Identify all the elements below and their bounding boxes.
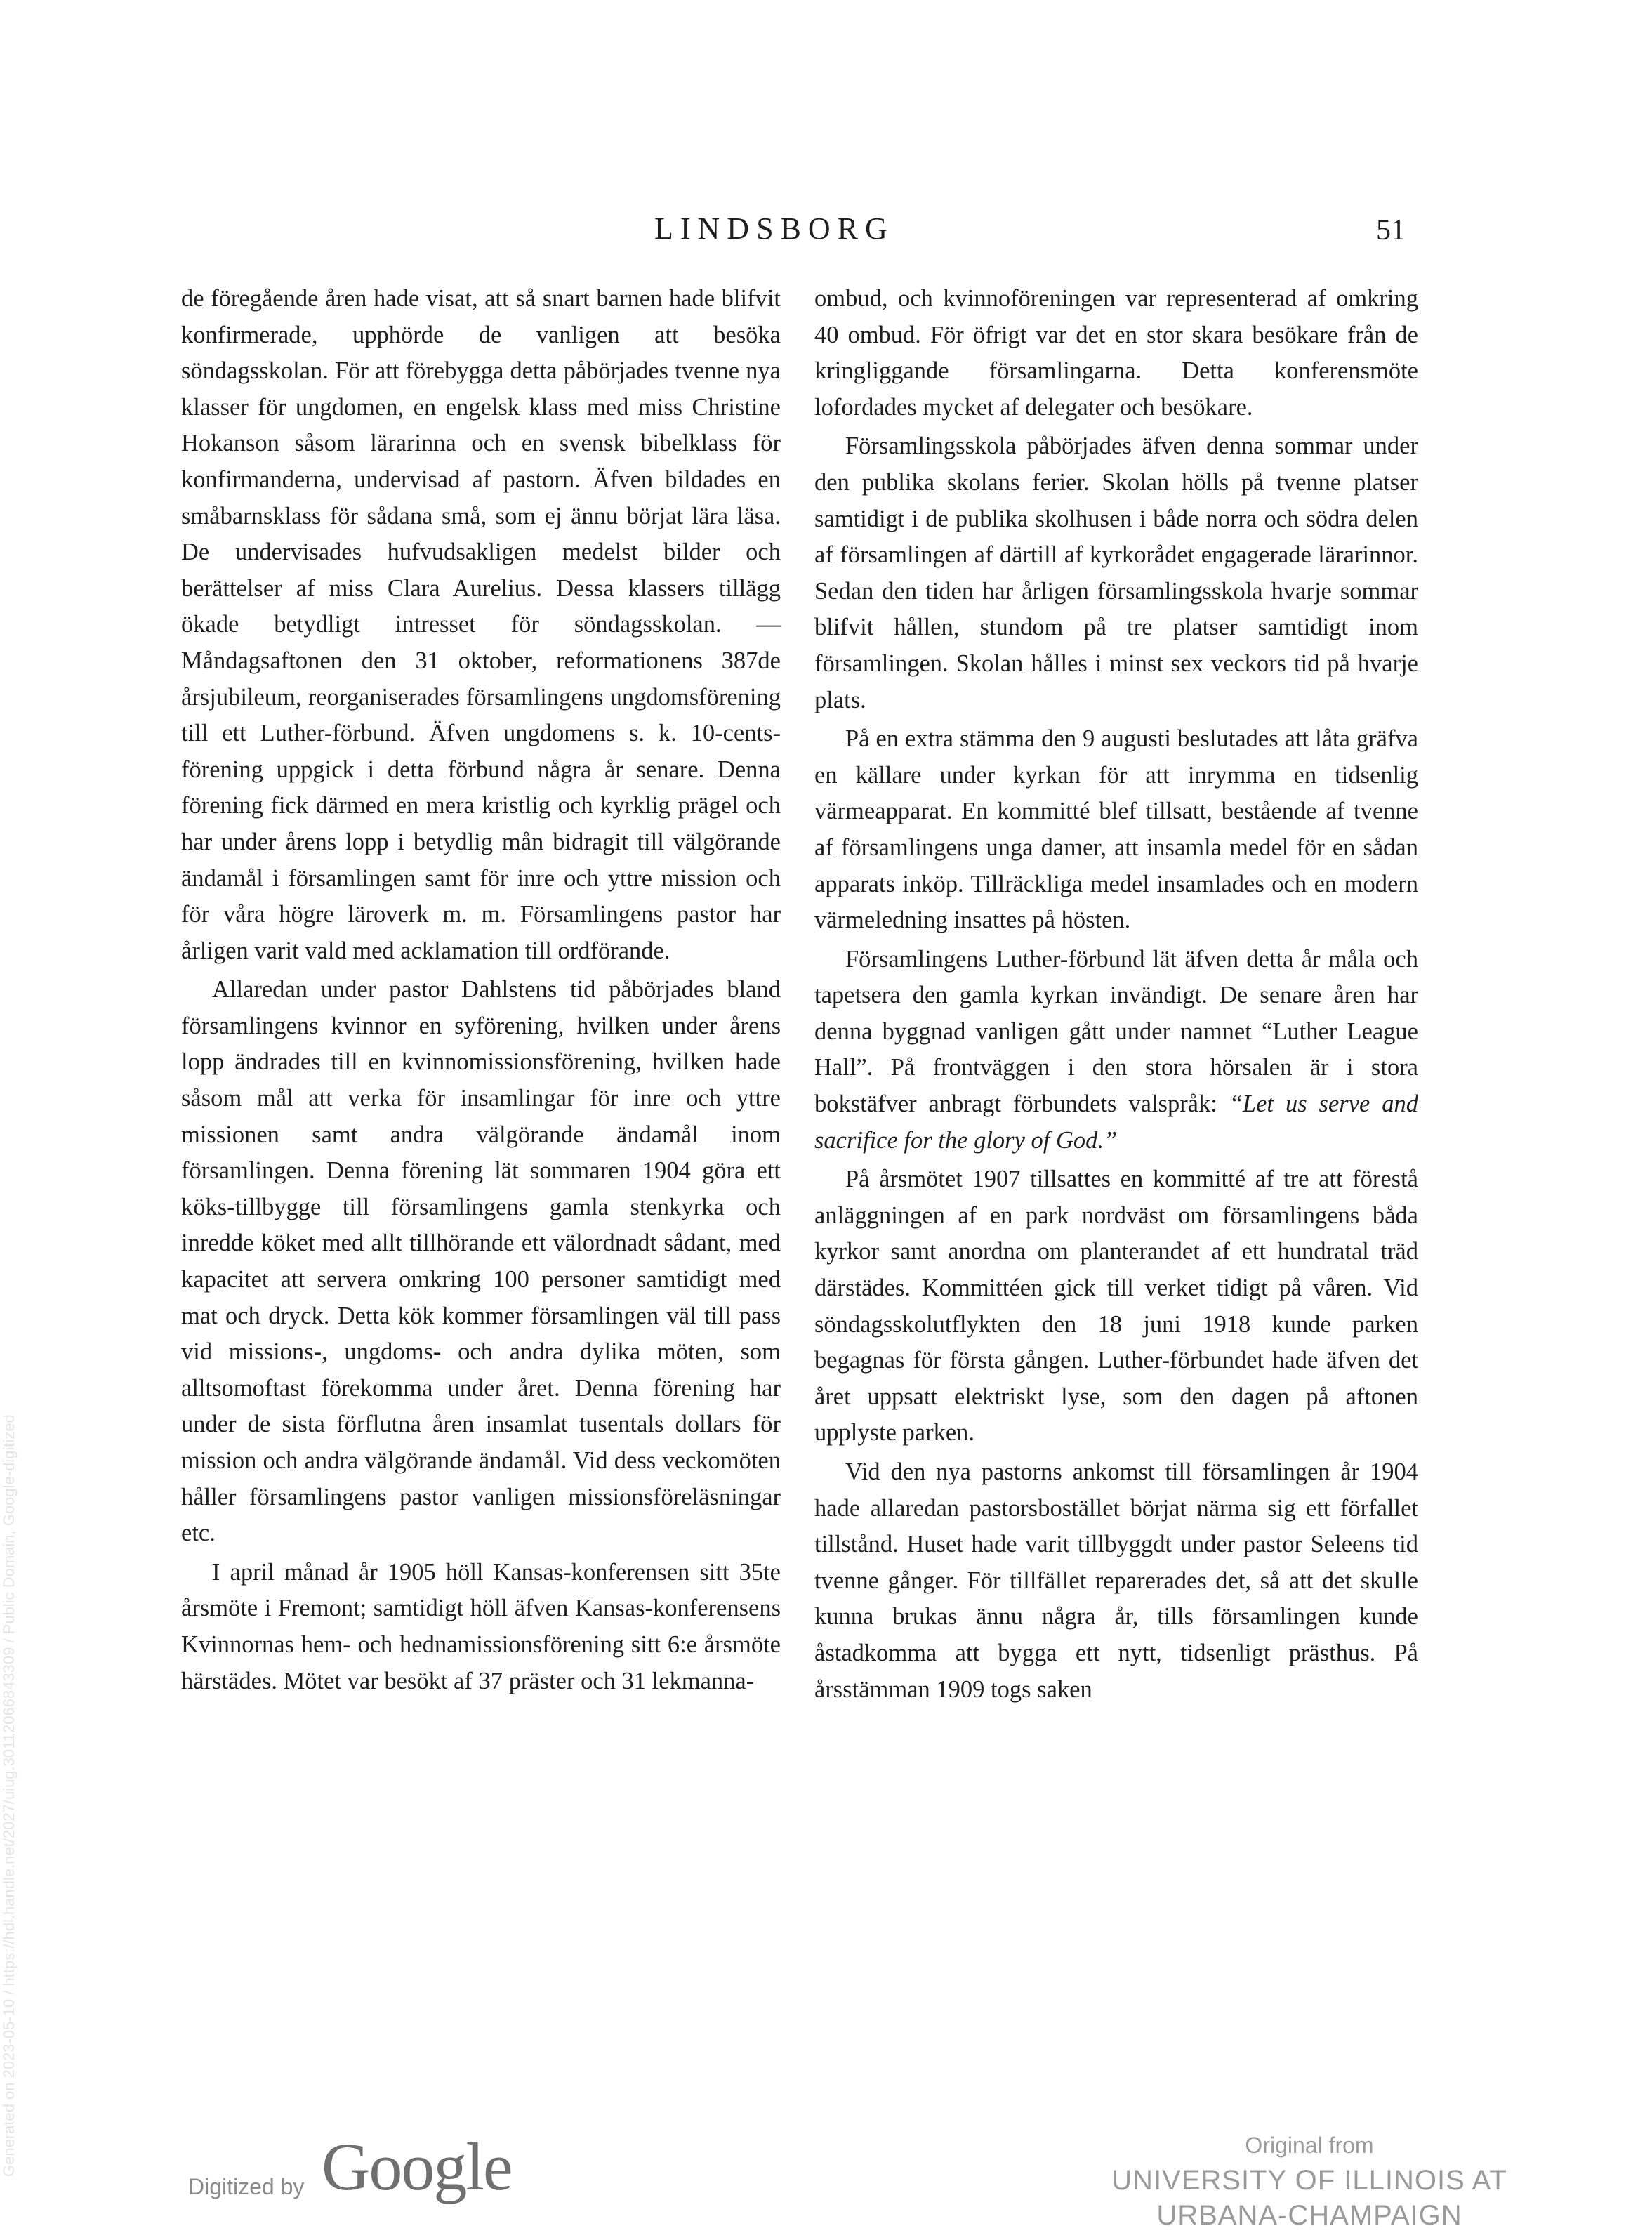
paragraph	[814, 942, 1418, 1159]
paragraph: ombud, och kvinnoföreningen var representerad af omkring 40 ombud. För öfrigt var det en stor skara besökare från de kringliggande församlingarna. Detta konferensmöte lofordades mycket af delegater och besökare.	[814, 285, 1418, 421]
running-title: LINDSBORG	[654, 211, 894, 246]
right-column	[814, 281, 1418, 1708]
paragraph: Vid den nya pastorns ankomst till församlingen år 1904 hade allaredan pastorsbostället börjat närma sig ett förfallet tillstånd. Huset hade varit tillbyggdt under pastor Seleens tid tvenne gånger. För tillfället reparerades det, så att det skulle kunna brukas ännu några år, tills församlingen kunde åstadkomma att bygga ett nytt, tidsenligt prästhus. På årsstämman 1909 togs saken	[814, 1458, 1418, 1703]
left-column	[181, 281, 781, 1699]
paragraph: I april månad år 1905 höll Kansas-konferensen sitt 35te årsmöte i Fremont; samtidigt höll äfven Kansas-konferensens Kvinnornas hem- och hednamissionsförening sitt 6:e årsmöte härstädes. Mötet var besökt af 37 präster och 31 lekmanna-	[181, 1558, 781, 1694]
original-from-label: Original from	[1245, 2133, 1374, 2158]
google-digitized-mark	[188, 2128, 609, 2205]
page-number: 51	[1376, 214, 1406, 246]
paragraph: de föregående åren hade visat, att så snart barnen hade blifvit konfirmerade, upphörde de vanligen att besöka söndagsskolan. För att förebygga detta påbörjades tvenne nya klasser för ungdomen, en engelsk klass med miss Christine Hokanson såsom lärarinna och en svensk bibelklass för konfirmanderna, undervisad af pastorn. Äfven bildades en småbarnsklass för sådana små, som ej ännu börjat lära läsa. De undervisades hufvudsakligen medelst bilder och berättelser af miss Clara Aurelius. Dessa klassers tillägg ökade betydligt intresset för söndagsskolan. — Måndagsaftonen den 31 oktober, reformationens 387de årsjubileum, reorganiserades församlingens ungdomsförening till ett Luther-förbund. Äfven ungdomens s. k. 10-cents-förening uppgick i detta förbund några år senare. Denna förening fick därmed en mera kristlig och kyrklig prägel och har under årens lopp i betydlig mån bidragit till välgörande ändamål i församlingen samt för inre och yttre mission och för våra högre läroverk m. m. Församlingens pastor har årligen varit vald med acklamation till ordförande.	[181, 285, 781, 964]
digitized-by-label: Digitized by	[188, 2174, 305, 2199]
google-logo: Google	[322, 2129, 512, 2204]
institution-line-1: UNIVERSITY OF ILLINOIS AT	[1111, 2165, 1507, 2196]
paragraph: På en extra stämma den 9 augusti beslutades att låta gräfva en källare under kyrkan för att inrymma en tidsenlig värmeapparat. En kommitté blef tillsatt, bestående af tvenne af församlingens unga damer, att insamla medel för en sådan apparats inköp. Tillräckliga medel insamlades och en modern värmeledning insattes på hösten.	[814, 725, 1418, 934]
motto-italic: “Let us serve and sacrifice for the glory of God.”	[814, 1091, 1418, 1154]
paragraph: På årsmötet 1907 tillsattes en kommitté af tre att förestå anläggningen af en park nordväst om församlingens båda kyrkor samt anordna om planterandet af ett hundratal träd därstädes. Kommittéen gick till verket tidigt på våren. Vid söndagsskolutflykten den 18 juni 1918 kunde parken begagnas för första gången. Luther-förbundet hade äfven det året uppsatt elektriskt lyse, som den dagen på aftonen upplyste parken.	[814, 1166, 1418, 1447]
paragraph: Allaredan under pastor Dahlstens tid påbörjades bland församlingens kvinnor en syförening, hvilken under årens lopp ändrades till en kvinnomissionsförening, hvilken hade såsom mål att verka för insamlingar för inre och yttre missionen samt andra välgörande ändamål inom församlingen. Denna förening lät sommaren 1904 göra ett köks-tillbygge till församlingens gamla stenkyrka och inredde köket med allt tillhörande ett välordnadt sådant, med kapacitet att servera omkring 100 personer samtidigt med mat och dryck. Detta kök kommer församlingen väl till pass vid missions-, ungdoms- och andra dylika möten, som alltsomoftast förekomma under året. Denna förening har under de sista förflutna åren insamlat tusentals dollars för mission och andra välgörande ändamål. Vid dess veckomöten håller församlingens pastor vanligen missionsföreläsningar etc.	[181, 976, 781, 1547]
institution-line-2: URBANA-CHAMPAIGN	[1156, 2200, 1462, 2231]
paragraph: Församlingsskola påbörjades äfven denna sommar under den publika skolans ferier. Skolan hölls på tvenne platser samtidigt i de publika skolhusen i både norra och södra delen af församlingen af därtill af kyrkorådet engagerade lärarinnor. Sedan den tiden har årligen församlingsskola hvarje sommar blifvit hållen, stundom på tre platser samtidigt inom församlingen. Skolan hålles i minst sex veckors tid på hvarje plats.	[814, 433, 1418, 713]
side-watermark: Generated on 2023-05-10 / https://hdl.handle.net/2027/uiug.30112066843309 / Public Domain, Google-digitized	[0, 1414, 18, 2177]
running-head	[0, 211, 1652, 253]
paragraph-text: Församlingens Luther-förbund lät äfven detta år måla och tapetsera den gamla kyrkan invändigt. De senare åren har denna byggnad vanligen gått under namnet “Luther League Hall”. På frontväggen i den stora hörsalen är i stora bokstäfver anbragt förbundets valspråk:	[814, 945, 1418, 1118]
source-credit	[1067, 2128, 1552, 2233]
